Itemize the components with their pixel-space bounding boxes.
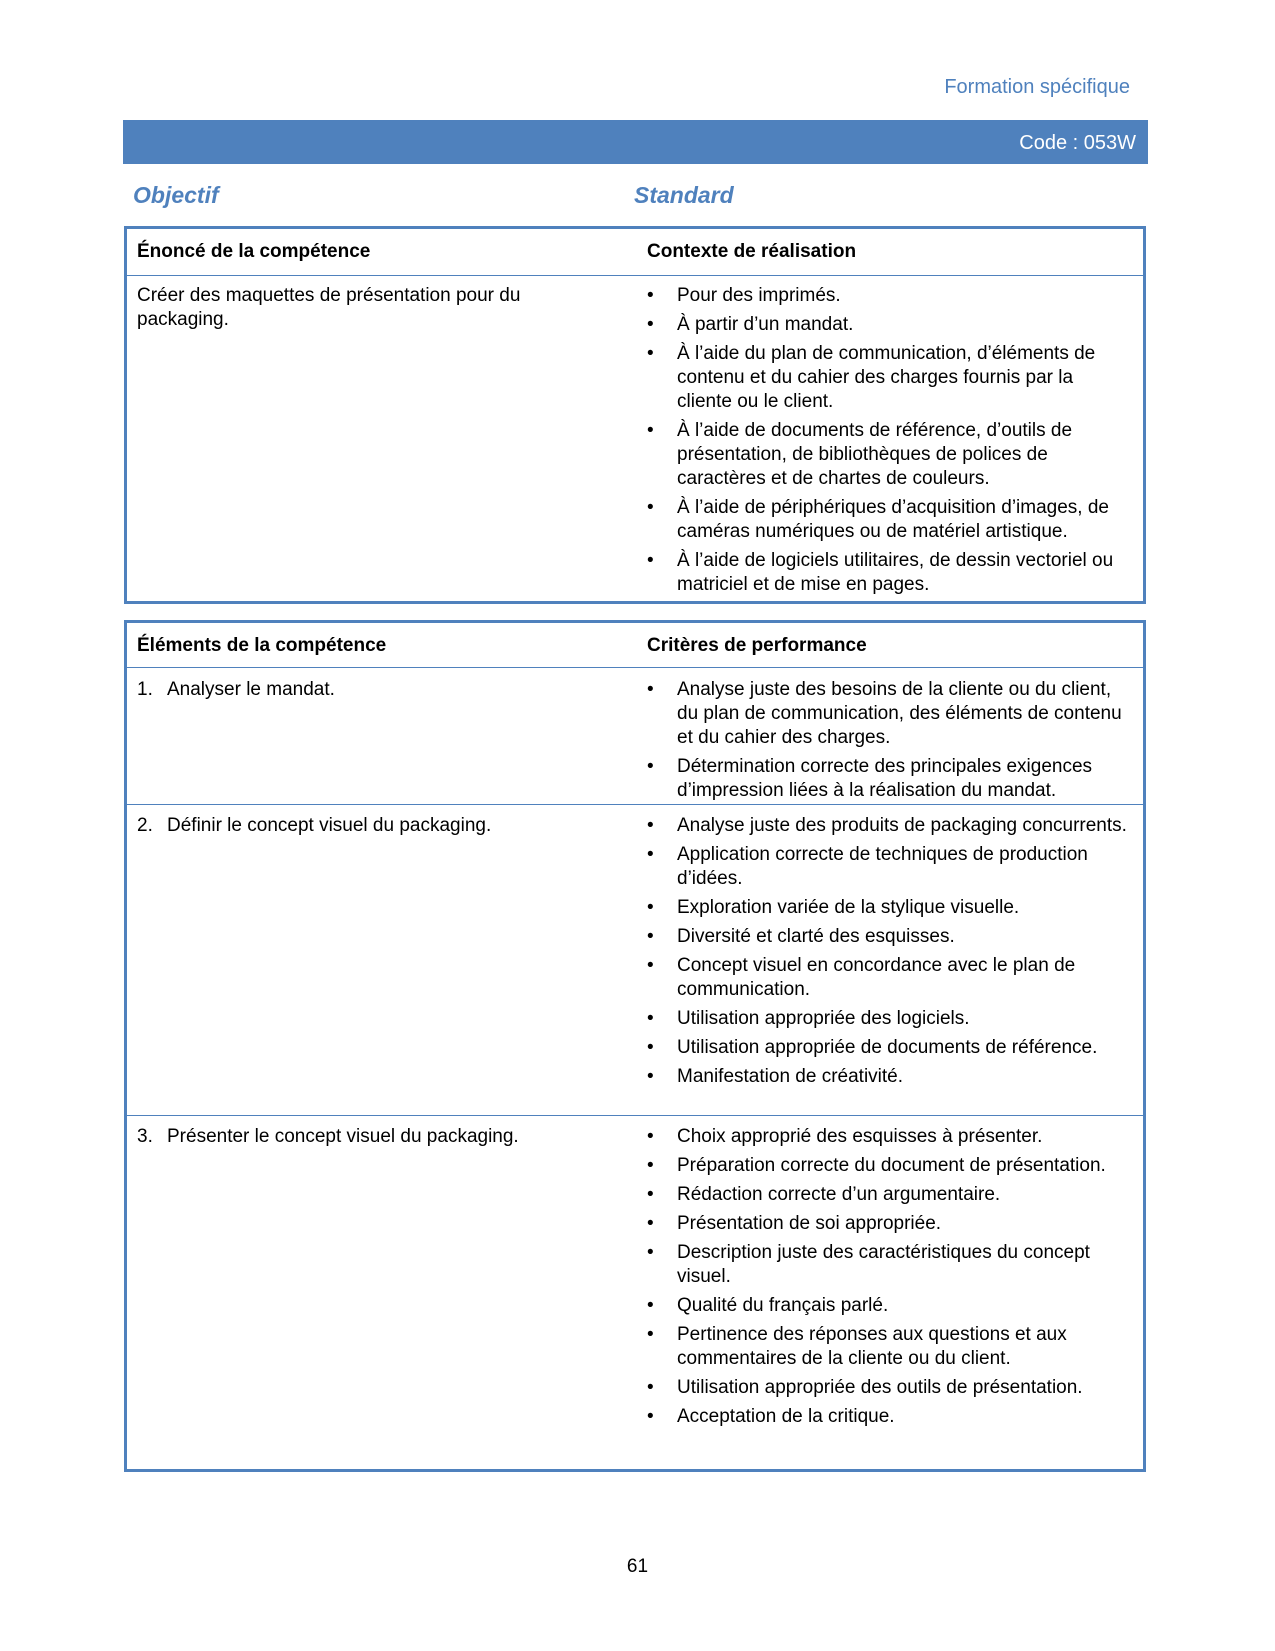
bullet-item	[647, 549, 1133, 597]
bullet-icon: •	[647, 314, 654, 335]
page-number: 61	[626, 1556, 649, 1577]
bullet-text: Diversité et clarté des esquisses.	[677, 926, 955, 947]
bullet-icon: •	[647, 1126, 654, 1147]
bullet-item	[647, 1154, 1133, 1178]
bullet-text: Présentation de soi appropriée.	[677, 1213, 942, 1234]
bullet-text: À l’aide de logiciels utilitaires, de dessin vectoriel ou matriciel et de mise en pages.	[677, 550, 1114, 595]
context-header: Contexte de réalisation	[647, 241, 857, 262]
bullet-item	[647, 1036, 1133, 1060]
criteria-list	[647, 814, 1133, 1094]
elements-header-row	[127, 623, 1143, 668]
bullet-item	[647, 342, 1133, 414]
competence-table	[124, 226, 1146, 604]
bullet-icon: •	[647, 1066, 654, 1087]
context-list	[647, 284, 1133, 602]
bullet-icon: •	[647, 756, 654, 777]
bullet-icon: •	[647, 815, 654, 836]
bullet-item	[647, 1405, 1133, 1429]
bullet-icon: •	[647, 1155, 654, 1176]
bullet-text: Application correcte de techniques de production d’idées.	[677, 844, 1088, 889]
bullet-text: Utilisation appropriée de documents de référence.	[677, 1037, 1098, 1058]
section-objectif: Objectif	[133, 182, 219, 208]
bullet-text: Qualité du français parlé.	[677, 1295, 889, 1316]
bullet-icon: •	[647, 497, 654, 518]
bullet-icon: •	[647, 1008, 654, 1029]
element-number: 1.	[137, 679, 153, 700]
competency-code: Code : 053W	[1019, 132, 1136, 154]
bullet-item	[647, 1125, 1133, 1149]
bullet-icon: •	[647, 897, 654, 918]
bullet-icon: •	[647, 1213, 654, 1234]
bullet-text: Exploration variée de la stylique visuelle.	[677, 897, 1020, 918]
criteria-list	[647, 678, 1133, 808]
bullet-text: Analyse juste des besoins de la cliente ou du client, du plan de communication, des éléments de contenu et du cahier des charges.	[677, 679, 1122, 748]
bullet-item	[647, 1065, 1133, 1089]
bullet-item	[647, 1212, 1133, 1236]
bullet-icon: •	[647, 550, 654, 571]
elements-header: Éléments de la compétence	[137, 635, 387, 656]
bullet-icon: •	[647, 420, 654, 441]
bullet-icon: •	[647, 1406, 654, 1427]
bullet-icon: •	[647, 1324, 654, 1345]
bullet-item	[647, 755, 1133, 803]
bullet-item	[647, 843, 1133, 891]
bullet-text: Description juste des caractéristiques du concept visuel.	[677, 1242, 1090, 1287]
bullet-icon: •	[647, 1037, 654, 1058]
bullet-text: Choix approprié des esquisses à présenter.	[677, 1126, 1043, 1147]
element-number: 2.	[137, 815, 153, 836]
competence-statement-header: Énoncé de la compétence	[137, 241, 371, 262]
bullet-item	[647, 1241, 1133, 1289]
bullet-icon: •	[647, 1377, 654, 1398]
bullet-item	[647, 925, 1133, 949]
bullet-icon: •	[647, 926, 654, 947]
bullet-item	[647, 1294, 1133, 1318]
bullet-text: Utilisation appropriée des outils de présentation.	[677, 1377, 1083, 1398]
bullet-text: Préparation correcte du document de présentation.	[677, 1155, 1106, 1176]
bullet-text: À partir d’un mandat.	[677, 314, 854, 335]
element-number: 3.	[137, 1126, 153, 1147]
bullet-text: À l’aide du plan de communication, d’éléments de contenu et du cahier des charges fournis par la cliente ou le client.	[677, 343, 1096, 412]
bullet-item	[647, 814, 1133, 838]
bullet-item	[647, 678, 1133, 750]
bullet-text: Pertinence des réponses aux questions et aux commentaires de la cliente ou du client.	[677, 1324, 1067, 1369]
bullet-text: Acceptation de la critique.	[677, 1406, 895, 1427]
bullet-icon: •	[647, 1242, 654, 1263]
bullet-item	[647, 419, 1133, 491]
criteria-header: Critères de performance	[647, 635, 867, 656]
bullet-item	[647, 1007, 1133, 1031]
competence-statement: Créer des maquettes de présentation pour du packaging.	[137, 285, 521, 330]
bullet-text: Pour des imprimés.	[677, 285, 841, 306]
bullet-text: Détermination correcte des principales exigences d’impression liées à la réalisation du mandat.	[677, 756, 1093, 801]
bullet-icon: •	[647, 844, 654, 865]
bullet-icon: •	[647, 1184, 654, 1205]
bullet-item	[647, 1376, 1133, 1400]
criteria-list	[647, 1125, 1133, 1434]
bullet-icon: •	[647, 955, 654, 976]
code-bar	[123, 120, 1148, 164]
section-standard: Standard	[634, 182, 734, 208]
bullet-text: Analyse juste des produits de packaging concurrents.	[677, 815, 1127, 836]
element-label: Présenter le concept visuel du packaging.	[167, 1126, 519, 1147]
bullet-item	[647, 1183, 1133, 1207]
elements-table	[124, 620, 1146, 1472]
bullet-text: Utilisation appropriée des logiciels.	[677, 1008, 970, 1029]
bullet-icon: •	[647, 285, 654, 306]
bullet-item	[647, 284, 1133, 308]
element-label: Analyser le mandat.	[167, 679, 335, 700]
bullet-text: Manifestation de créativité.	[677, 1066, 904, 1087]
element-row-2	[127, 804, 1143, 1116]
bullet-icon: •	[647, 343, 654, 364]
competence-header-row	[127, 229, 1143, 276]
bullet-text: Rédaction correcte d’un argumentaire.	[677, 1184, 1001, 1205]
element-row-3	[127, 1115, 1143, 1469]
bullet-item	[647, 954, 1133, 1002]
bullet-item	[647, 896, 1133, 920]
bullet-item	[647, 313, 1133, 337]
element-label: Définir le concept visuel du packaging.	[167, 815, 492, 836]
bullet-icon: •	[647, 679, 654, 700]
element-row-1	[127, 667, 1143, 805]
bullet-text: Concept visuel en concordance avec le plan de communication.	[677, 955, 1076, 1000]
bullet-text: À l’aide de documents de référence, d’outils de présentation, de bibliothèques de polices de caractères et de chartes de couleurs.	[677, 420, 1073, 489]
bullet-item	[647, 1323, 1133, 1371]
bullet-text: À l’aide de périphériques d’acquisition d’images, de caméras numériques ou de matériel artistique.	[677, 497, 1109, 542]
document-header-label: Formation spécifique	[944, 76, 1130, 98]
bullet-icon: •	[647, 1295, 654, 1316]
bullet-item	[647, 496, 1133, 544]
